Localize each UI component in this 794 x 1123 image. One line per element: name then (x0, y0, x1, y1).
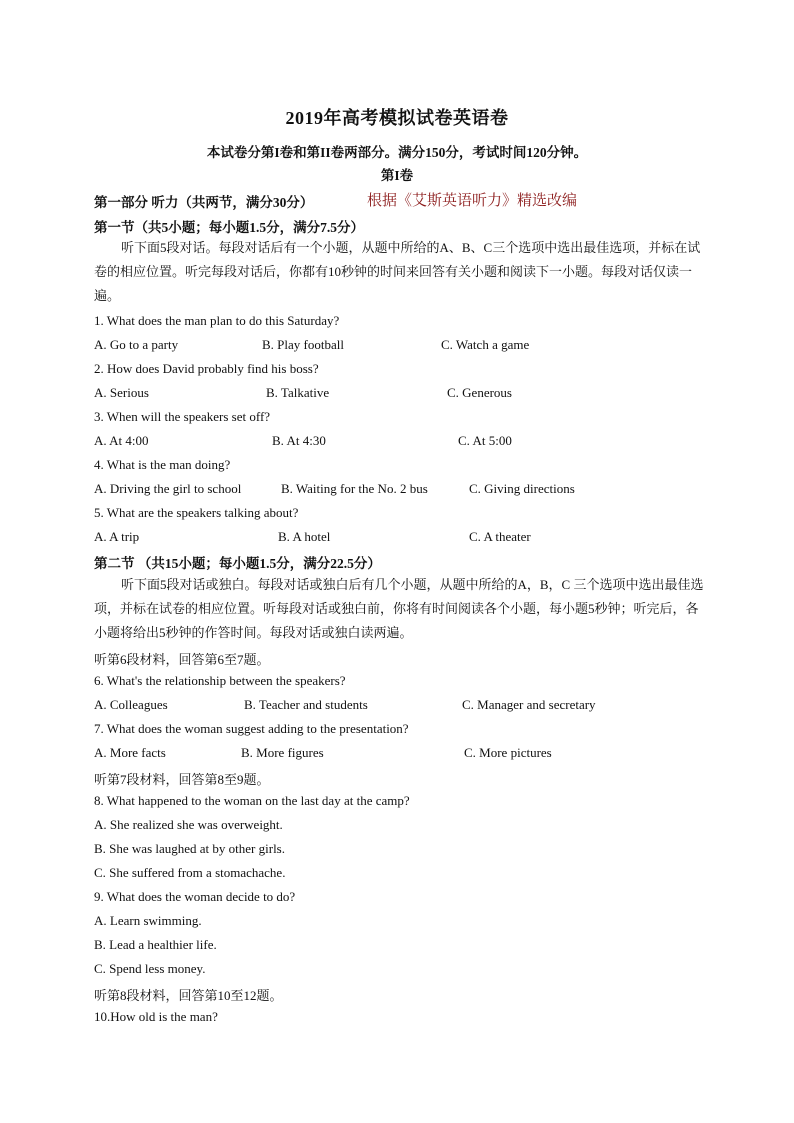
q3-option-a: A. At 4:00 (94, 433, 149, 448)
q8-option-b: B. She was laughed at by other girls. (94, 841, 285, 856)
q8-option-c: C. She suffered from a stomachache. (94, 865, 286, 880)
q7-option-c: C. More pictures (464, 745, 552, 760)
q4-option-b: B. Waiting for the No. 2 bus (281, 481, 428, 496)
q1-option-b: B. Play football (262, 337, 344, 352)
q9-option-a: A. Learn swimming. (94, 913, 202, 928)
q5-option-c: C. A theater (469, 529, 531, 544)
source-note: 根据《艾斯英语听力》精选改编 (367, 193, 578, 209)
q4-option-c: C. Giving directions (469, 481, 575, 496)
section2-instruction: 听下面5段对话或独白。每段对话或独白后有几个小题，从题中所给的A，B，C 三个选项中选出最佳选项，并标在试卷的相应位置。听每段对话或独白前，你将有时间阅读各个小题，每小题5秒钟；听完后，各小题将给出5秒钟的作答时间。每段对话或独白读两遍。 (94, 577, 704, 640)
q2-option-c: C. Generous (447, 385, 512, 400)
q2-option-b: B. Talkative (266, 385, 330, 400)
part1-heading (94, 191, 578, 211)
question-6: 6. What's the relationship between the speakers? (94, 673, 346, 688)
q4-option-a: A. Driving the girl to school (94, 481, 242, 496)
material-8-note: 听第8段材料，回答第10至12题。 (94, 988, 283, 1003)
volume-heading: 第I卷 (380, 168, 414, 183)
question-3: 3. When will the speakers set off? (94, 409, 271, 424)
q9-option-c: C. Spend less money. (94, 961, 206, 976)
q8-option-a: A. She realized she was overweight. (94, 817, 283, 832)
question-5: 5. What are the speakers talking about? (94, 505, 299, 520)
question-1: 1. What does the man plan to do this Saturday? (94, 313, 340, 328)
question-8: 8. What happened to the woman on the last day at the camp? (94, 793, 410, 808)
section2-heading: 第二节 （共15小题；每小题1.5分，满分22.5分） (94, 556, 381, 571)
exam-info: 本试卷分第I卷和第II卷两部分。满分150分，考试时间120分钟。 (206, 145, 588, 160)
page-title: 2019年高考模拟试卷英语卷 (285, 108, 509, 128)
q3-option-b: B. At 4:30 (272, 433, 326, 448)
question-7: 7. What does the woman suggest adding to the presentation? (94, 721, 409, 736)
question-9: 9. What does the woman decide to do? (94, 889, 296, 904)
question-2: 2. How does David probably find his boss? (94, 361, 319, 376)
q3-option-c: C. At 5:00 (458, 433, 512, 448)
q6-option-c: C. Manager and secretary (462, 697, 596, 712)
material-7-note: 听第7段材料，回答第8至9题。 (94, 772, 270, 787)
q2-option-a: A. Serious (94, 385, 149, 400)
q6-option-b: B. Teacher and students (244, 697, 368, 712)
section1-heading: 第一节（共5小题；每小题1.5分，满分7.5分） (94, 220, 364, 235)
part1-title: 第一部分 听力（共两节，满分30分） (94, 195, 314, 210)
q9-option-b: B. Lead a healthier life. (94, 937, 217, 952)
question-4: 4. What is the man doing? (94, 457, 231, 472)
q7-option-a: A. More facts (94, 745, 166, 760)
question-10: 10.How old is the man? (94, 1009, 218, 1024)
q5-option-a: A. A trip (94, 529, 140, 544)
section1-instruction: 听下面5段对话。每段对话后有一个小题，从题中所给的A、B、C三个选项中选出最佳选项，并标在试卷的相应位置。听完每段对话后，你都有10秒钟的时间来回答有关小题和阅读下一小题。每段对话仅读一遍。 (94, 240, 701, 303)
q1-option-c: C. Watch a game (441, 337, 530, 352)
q6-option-a: A. Colleagues (94, 697, 168, 712)
q1-option-a: A. Go to a party (94, 337, 179, 352)
material-6-note: 听第6段材料，回答第6至7题。 (94, 652, 270, 667)
q5-option-b: B. A hotel (278, 529, 331, 544)
q7-option-b: B. More figures (241, 745, 324, 760)
